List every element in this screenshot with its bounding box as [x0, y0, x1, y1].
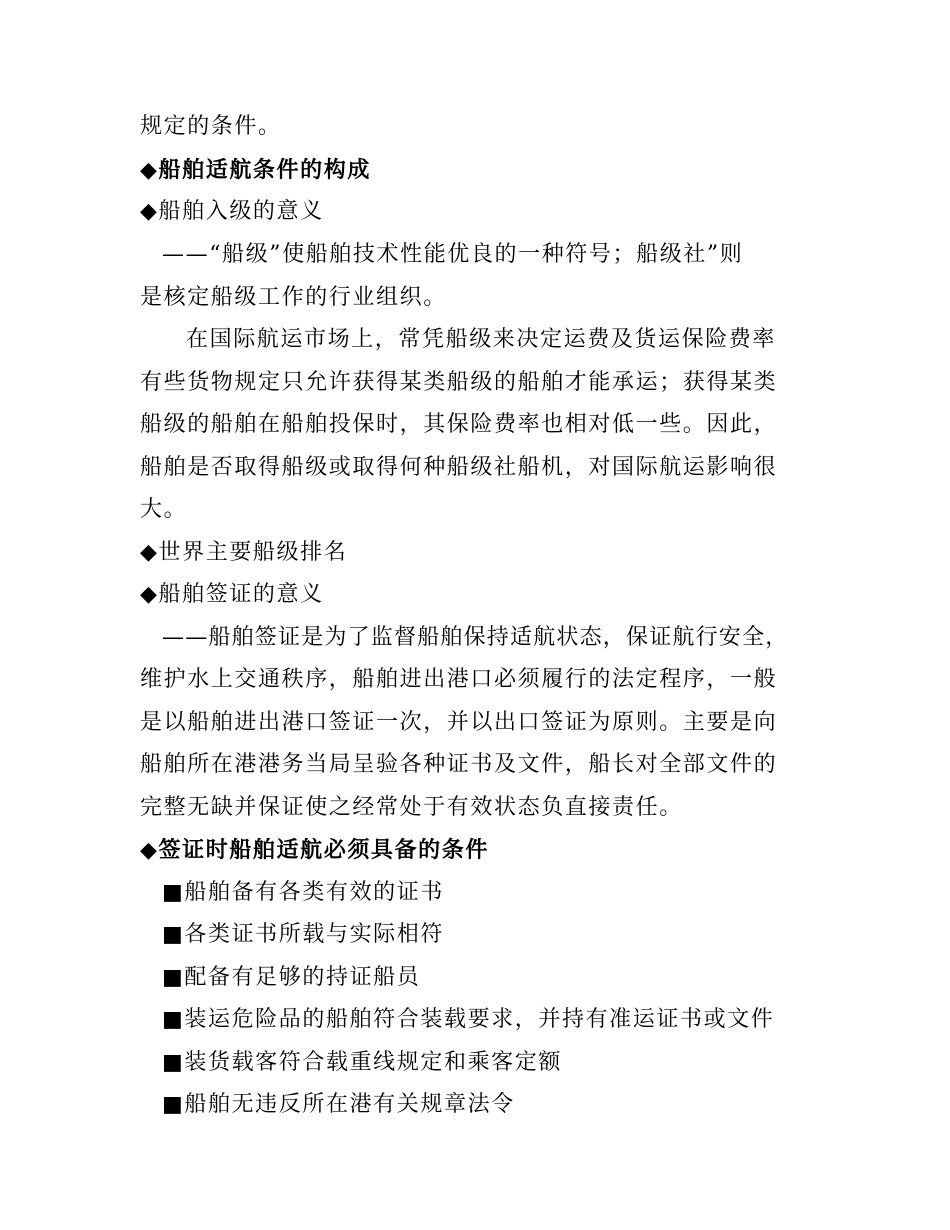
list-item: ■船舶无违反所在港有关规章法令 — [162, 1092, 515, 1117]
text-line: 船舶所在港港务当局呈验各种证书及文件，船长对全部文件的 — [140, 752, 778, 777]
section-heading: ◆签证时船舶适航必须具备的条件 — [140, 837, 489, 863]
section-heading: ◆船舶签证的意义 — [140, 582, 324, 607]
text-line: 有些货物规定只允许获得某类船级的船舶才能承运；获得某类 — [140, 370, 778, 395]
list-item: ■装运危险品的船舶符合装载要求，并持有准运证书或文件 — [162, 1007, 775, 1032]
text-line: 大。 — [140, 497, 188, 522]
section-heading: ◆船舶入级的意义 — [140, 199, 324, 224]
list-item: ■装货载客符合载重线规定和乘客定额 — [162, 1050, 562, 1075]
text-line: 维护水上交通秩序，船舶进出港口必须履行的法定程序，一般 — [140, 667, 778, 692]
text-line: 船舶是否取得船级或取得何种船级社船机，对国际航运影响很 — [140, 455, 778, 480]
text-line: 船级的船舶在船舶投保时，其保险费率也相对低一些。因此， — [140, 412, 778, 437]
definition-line: ——“船级”使船舶技术性能优良的一种符号；船级社”则 — [162, 242, 744, 267]
definition-line: ——船舶签证是为了监督船舶保持适航状态，保证航行安全， — [162, 625, 789, 650]
text-line: 是以船舶进出港口签证一次，并以出口签证为原则。主要是向 — [140, 710, 778, 735]
list-item: ■配备有足够的持证船员 — [162, 965, 421, 990]
list-item: ■各类证书所载与实际相符 — [162, 922, 444, 947]
text-line: 完整无缺并保证使之经常处于有效状态负直接责任。 — [140, 795, 683, 820]
paragraph-first-line: 在国际航运市场上，常凭船级来决定运费及货运保险费率 — [186, 327, 777, 352]
text-line: 规定的条件。 — [140, 114, 282, 139]
text-line: 是核定船级工作的行业组织。 — [140, 285, 447, 310]
list-item: ■船舶备有各类有效的证书 — [162, 880, 444, 905]
section-heading: ◆世界主要船级排名 — [140, 540, 348, 565]
section-heading: ◆船舶适航条件的构成 — [140, 157, 371, 183]
